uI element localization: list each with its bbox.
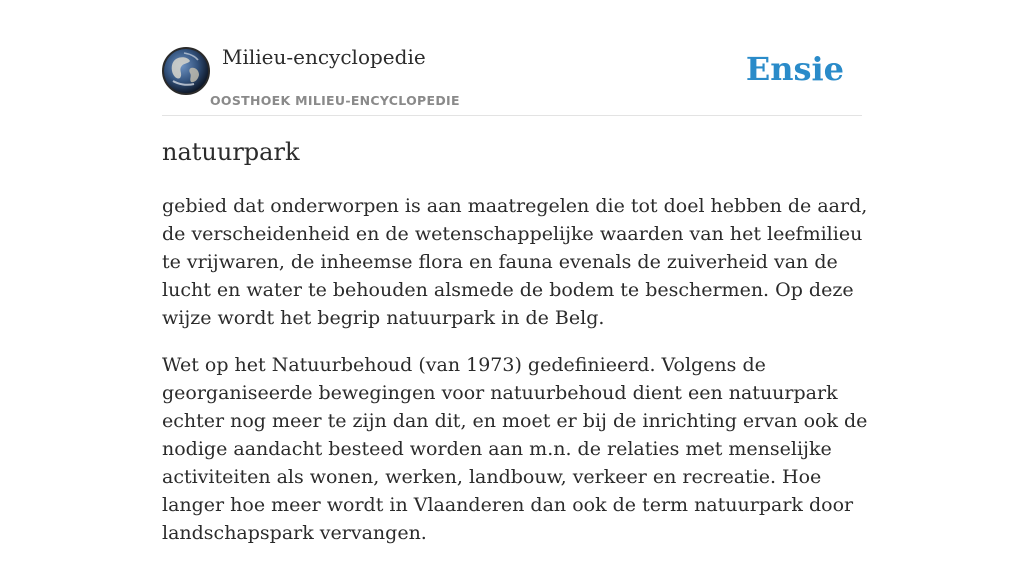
source-subtitle[interactable]: OOSTHOEK MILIEU-ENCYCLOPEDIE [210,93,460,108]
ensie-logo[interactable]: Ensie [745,50,844,88]
source-name[interactable]: Milieu-encyclopedie [222,45,426,69]
avatar[interactable] [162,47,210,95]
entry-paragraph: Wet op het Natuurbehoud (van 1973) gedefinieerd. Volgens de georganiseerde bewegingen voor natuurbehoud dient een natuurpark echter nog meer te zijn dan dit, en moet er bij de inrichting ervan ook de nodige aandacht besteed worden aan m.n. de relaties met menselijke activiteiten als wonen, werken, landbouw, verkeer en recreatie. Hoe langer hoe meer wordt in Vlaanderen dan ook de term natuurpark door landschapspark vervangen. [162,354,868,544]
entry-paragraph: gebied dat onderworpen is aan maatregelen die tot doel hebben de aard, de verscheidenheid en de wetenschappelijke waarden van het leefmilieu te vrijwaren, de inheemse flora en fauna evenals de zuiverheid van de lucht en water te behouden alsmede de bodem te beschermen. Op deze wijze wordt het begrip natuurpark in de Belg. [162,195,868,329]
entry-title: natuurpark [162,138,300,166]
earth-globe-icon [164,49,208,93]
header [162,40,862,116]
entry-body [162,192,874,566]
